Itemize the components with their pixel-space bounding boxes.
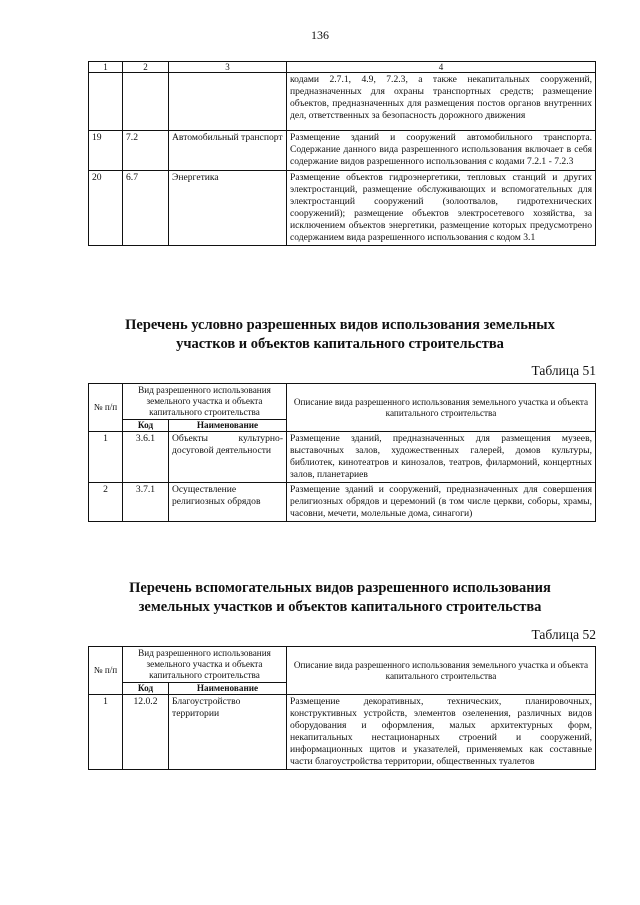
row-number: 1 — [89, 432, 123, 483]
row-description: Размещение объектов гидроэнергетики, тепловых станций и других электростанций, размещение обслуживающих и вспомогательных для электростанций сооружений (золоотвалов, гидротехнических сооружений); размещение объектов электросетевого хозяйства, за исключением объектов энергетики, размещение которых предусмотрено содержанием вида разрешенного использования с кодом 3.1 — [287, 171, 596, 246]
header-description: Описание вида разрешенного использования земельного участка и объекта капитального строительства — [287, 647, 596, 695]
heading-line: участков и объектов капитального строительства — [176, 336, 504, 352]
table-row — [89, 483, 596, 522]
table-caption-51: Таблица 51 — [531, 363, 596, 378]
row-description: кодами 2.7.1, 4.9, 7.2.3, а также некапитальных сооружений, предназначенных для охраны транспортных средств; размещение объектов, предназначенных для размещения постов органов внутренних дел, ответственных за безопасность дорожного движения — [287, 73, 596, 131]
header-row — [89, 384, 596, 420]
heading-line: земельных участков и объектов капитального строительства — [138, 599, 542, 615]
row-code: 7.2 — [123, 131, 169, 171]
table-row — [89, 73, 596, 131]
row-number — [89, 73, 123, 131]
continuation-table — [88, 61, 596, 246]
table-52 — [88, 646, 596, 770]
row-number: 19 — [89, 131, 123, 171]
row-code: 3.7.1 — [123, 483, 169, 522]
row-description: Размещение зданий, предназначенных для размещения музеев, выставочных залов, художественных галерей, домов культуры, библиотек, кинотеатров и кинозалов, театров, филармоний, концертных залов, планетариев — [287, 432, 596, 483]
header-row — [89, 647, 596, 683]
table-row — [89, 171, 596, 246]
header-name: Наименование — [169, 683, 287, 695]
header-code: Код — [123, 420, 169, 432]
table-row — [89, 131, 596, 171]
section-heading-conditional — [80, 316, 600, 354]
row-description: Размещение зданий и сооружений, предназначенных для совершения религиозных обрядов и церемоний (в том числе церкви, соборы, храмы, часовни, мечети, молельные дома, синагоги) — [287, 483, 596, 522]
row-name: Осуществление религиозных обрядов — [169, 483, 287, 522]
row-name: Благоустройство территории — [169, 695, 287, 770]
col-number: 2 — [123, 62, 169, 73]
row-number: 1 — [89, 695, 123, 770]
section-heading-auxiliary — [80, 579, 600, 617]
col-number: 3 — [169, 62, 287, 73]
header-description: Описание вида разрешенного использования земельного участка и объекта капитального строительства — [287, 384, 596, 432]
page-number: 136 — [311, 28, 329, 42]
row-name: Автомобильный транспорт — [169, 131, 287, 171]
table-row — [89, 695, 596, 770]
table-row — [89, 432, 596, 483]
row-number: 20 — [89, 171, 123, 246]
row-description: Размещение декоративных, технических, планировочных, конструктивных устройств, элементов озеленения, различных видов оборудования и оформления, малых архитектурных форм, некапитальных нестационарных строений и сооружений, информационных щитов и указателей, применяемых как составные части благоустройства территории, общественных туалетов — [287, 695, 596, 770]
heading-line: Перечень вспомогательных видов разрешенного использования — [129, 580, 551, 596]
row-code: 3.6.1 — [123, 432, 169, 483]
row-name: Объекты культурно-досуговой деятельности — [169, 432, 287, 483]
col-number: 4 — [287, 62, 596, 73]
row-description: Размещение зданий и сооружений автомобильного транспорта. Содержание данного вида разрешенного использования включает в себя содержание видов разрешенного использования с кодами 7.2.1 - 7.2.3 — [287, 131, 596, 171]
row-code: 6.7 — [123, 171, 169, 246]
header-number: № п/п — [89, 647, 123, 695]
col-number: 1 — [89, 62, 123, 73]
header-name: Наименование — [169, 420, 287, 432]
heading-line: Перечень условно разрешенных видов использования земельных — [125, 317, 555, 333]
table-caption-52: Таблица 52 — [531, 627, 596, 642]
table-51 — [88, 383, 596, 522]
row-name: Энергетика — [169, 171, 287, 246]
row-code: 12.0.2 — [123, 695, 169, 770]
header-code: Код — [123, 683, 169, 695]
row-code — [123, 73, 169, 131]
header-kind: Вид разрешенного использования земельного участка и объекта капитального строительства — [123, 384, 287, 420]
header-kind: Вид разрешенного использования земельного участка и объекта капитального строительства — [123, 647, 287, 683]
header-number: № п/п — [89, 384, 123, 432]
row-number: 2 — [89, 483, 123, 522]
column-number-row — [89, 62, 596, 73]
row-name — [169, 73, 287, 131]
